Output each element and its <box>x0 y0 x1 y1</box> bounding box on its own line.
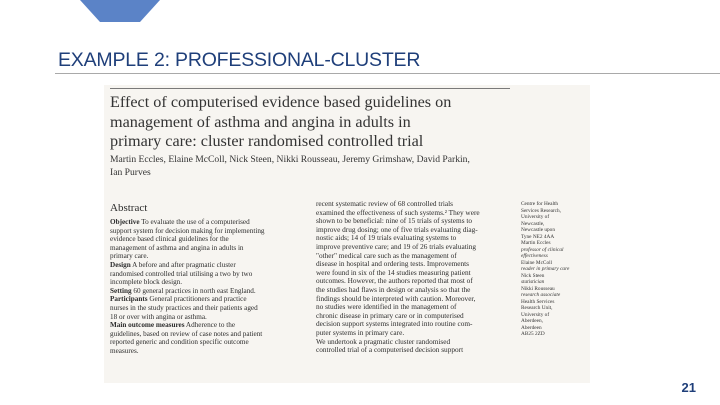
affiliation-line: Health Services <box>521 298 555 305</box>
paper-title-line: primary care: cluster randomised controlled trial <box>110 132 424 150</box>
abstract-line-text: General practitioners and practice <box>147 295 247 304</box>
abstract-line-text: 18 or over with angina or asthma. <box>110 312 207 321</box>
affiliation-line: Martin Eccles <box>521 240 551 246</box>
affiliation-line: Newcastle upon <box>521 227 555 233</box>
affiliation-line: Nikki Rousseau <box>521 285 555 292</box>
affiliation-line: reader in primary care <box>521 266 570 272</box>
paper-title-line: Effect of computerised evidence based guidelines on <box>110 93 452 111</box>
affiliation-line: Aberdeen, <box>521 318 543 324</box>
abstract-line <box>110 244 306 253</box>
paper-authors <box>110 153 490 179</box>
affiliation-line: Tyne NE2 4AA <box>521 233 555 240</box>
affiliation-line: AB25 2ZD <box>521 331 545 337</box>
abstract-line <box>110 313 306 322</box>
body-text-line: improve preventive care; and 19 of 26 trials evaluating <box>316 242 477 251</box>
abstract-line-text: primary care. <box>110 252 149 261</box>
abstract-line-text: evidence based clinical guidelines for the <box>110 235 229 244</box>
abstract-section-label: Design <box>110 260 131 269</box>
abstract-line <box>110 261 306 270</box>
abstract-section-label: Main outcome measures <box>110 321 185 330</box>
affiliation-line: Aberdeen <box>521 324 542 331</box>
body-text-line: chronic disease in primary care or in computerised <box>316 311 464 320</box>
body-text-line: the studies had flaws in design or analysis so that the <box>316 285 471 294</box>
abstract-section-label: Participants <box>110 295 148 304</box>
body-text-line: outcomes. However, the authors reported that most of <box>316 277 473 286</box>
body-text-line: examined the effectiveness of such systems.² They were <box>316 208 480 217</box>
body-text-line: "other" medical care such as the management of <box>316 251 457 260</box>
affiliation-line: Nick Steen <box>521 272 545 279</box>
abstract-line <box>110 321 306 330</box>
abstract-heading: Abstract <box>110 202 148 214</box>
header-tab-decoration <box>80 0 160 22</box>
abstract-line-text: randomised controlled trial utilising a two by two <box>110 269 253 278</box>
body-text-line: decision support systems integrated into routine com- <box>316 320 473 329</box>
abstract-line <box>110 218 306 227</box>
abstract-line-text: management of asthma and angina in adults in <box>110 243 244 252</box>
abstract-line <box>110 227 306 236</box>
abstract-line-text: 60 general practices in north east England. <box>131 286 256 295</box>
body-text-line: controlled trial of a computerised decision support <box>316 346 464 355</box>
affiliation-line: University of <box>521 311 550 318</box>
abstract-line-text: measures. <box>110 346 139 355</box>
abstract-line <box>110 235 306 244</box>
abstract-line <box>110 330 306 339</box>
paper-top-rule <box>110 88 510 89</box>
body-text-line: recent systematic review of 68 controlled trials <box>316 200 453 208</box>
body-text-line: We undertook a pragmatic cluster randomised <box>316 337 451 346</box>
affiliation-line: statistician <box>521 279 545 285</box>
abstract-line <box>110 287 306 296</box>
body-text-line: were found in six of the 14 studies measuring patient <box>316 268 471 277</box>
abstract-line-text: nurses in the study practices and their patients aged <box>110 303 258 312</box>
paper-author-line: Ian Purves <box>110 167 151 178</box>
body-text-line: improve drug dosing; one of five trials evaluating diag- <box>316 225 478 234</box>
affiliation-line: research associate <box>521 292 561 298</box>
affiliation-line: Services Research, <box>521 207 562 214</box>
paper-title-line: management of asthma and angina in adults in <box>110 112 411 131</box>
affiliations-column <box>521 201 589 338</box>
affiliation-line: effectiveness <box>521 253 548 259</box>
body-text-line: nostic aids; 14 of 19 trials evaluating systems to <box>316 234 457 243</box>
abstract-line <box>110 338 306 347</box>
abstract-line <box>110 304 306 313</box>
abstract-line-text: incomplete block design. <box>110 278 183 287</box>
title-underline <box>55 73 720 74</box>
abstract-line <box>110 295 306 304</box>
body-text-line: puter systems in primary care. <box>316 328 405 337</box>
body-text-column <box>316 200 508 355</box>
slide-title: EXAMPLE 2: PROFESSIONAL-CLUSTER <box>58 49 421 71</box>
abstract-section-label: Objective <box>110 218 140 226</box>
abstract-line-text: To evaluate the use of a computerised <box>139 218 250 226</box>
abstract-line-text: Adherence to the <box>184 321 236 330</box>
abstract-line-text: A before and after pragmatic cluster <box>130 260 236 269</box>
abstract-line <box>110 278 306 287</box>
paper-author-line: Martin Eccles, Elaine McColl, Nick Steen, Nikki Rousseau, Jeremy Grimshaw, David Parkin, <box>110 154 470 165</box>
abstract-line <box>110 252 306 261</box>
abstract-column <box>110 218 306 356</box>
abstract-line-text: guidelines, based on review of case notes and patient <box>110 329 263 338</box>
affiliation-line: Newcastle, <box>521 220 545 227</box>
body-text-line: no studies were identified in the management of <box>316 303 457 312</box>
affiliation-line: Research Unit, <box>521 305 553 311</box>
abstract-section-label: Setting <box>110 286 132 295</box>
affiliation-line: Elaine McColl <box>521 259 553 266</box>
body-text-line: findings should be interpreted with caution. Moreover, <box>316 294 476 303</box>
abstract-line-text: reported generic and condition specific outcome <box>110 338 249 347</box>
affiliation-line: Centre for Health <box>521 201 559 207</box>
affiliation-line: University of <box>521 214 550 220</box>
paper-title <box>110 93 490 152</box>
page-number: 21 <box>681 380 696 395</box>
body-text-line: disease in hospital and ordering tests. Improvements <box>316 260 469 269</box>
abstract-line <box>110 347 306 356</box>
abstract-line-text: support system for decision making for implementing <box>110 226 265 235</box>
affiliation-line: professor of clinical <box>521 246 564 253</box>
abstract-line <box>110 270 306 279</box>
body-text-line: shown to be beneficial: nine of 15 trials of systems to <box>316 217 473 226</box>
paper-excerpt-image <box>104 85 590 383</box>
